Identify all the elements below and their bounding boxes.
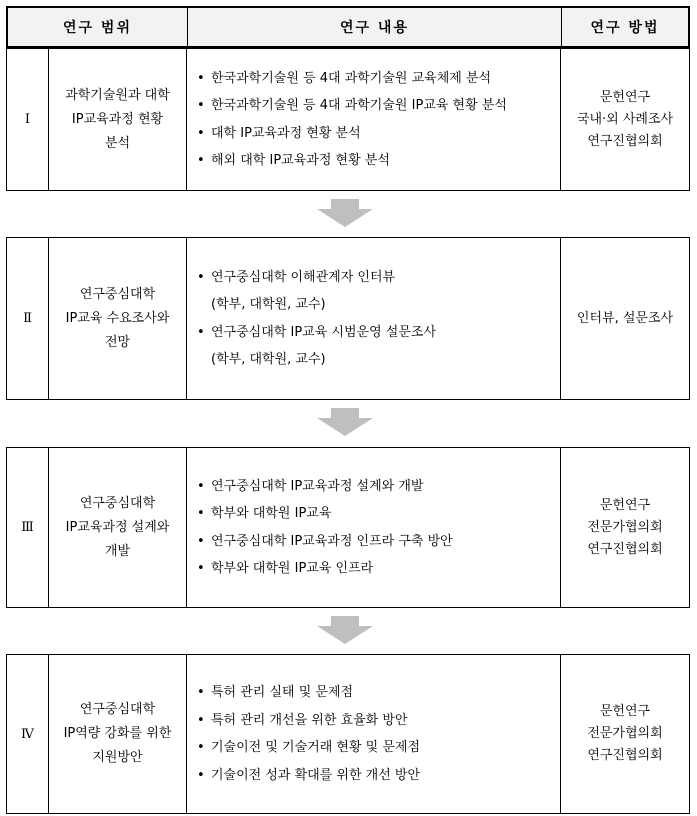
list-item: • 특허 관리 실태 및 문제점 <box>197 679 420 707</box>
list-item: • 학부와 대학원 IP교육 <box>197 500 453 528</box>
section-number: Ⅲ <box>7 448 49 607</box>
list-item: • 연구중심대학 이해관계자 인터뷰 <box>197 264 436 292</box>
list-item: • 한국과학기술원 등 4대 과학기술원 교육체제 분석 <box>197 65 507 93</box>
list-item-note: (학부, 대학원, 교수) <box>211 297 326 312</box>
list-item: • 기술이전 및 기술거래 현황 및 문제점 <box>197 734 420 762</box>
section-content <box>187 655 561 813</box>
header-method: 연구 방법 <box>562 8 688 46</box>
section-scope: 연구중심대학 IP역량 강화를 위한 지원방안 <box>49 655 187 813</box>
section-method: 문헌연구 전문가협의회 연구진협의회 <box>587 497 663 557</box>
list-item: • 기술이전 성과 확대를 위한 개선 방안 <box>197 762 420 790</box>
section-method: 문헌연구 국내·외 사례조사 연구진협의회 <box>576 89 674 149</box>
list-item: • 대학 IP교육과정 현황 분석 <box>197 120 507 148</box>
section-scope: 과학기술원과 대학 IP교육과정 현황 분석 <box>49 49 187 190</box>
section-content <box>187 448 561 607</box>
section-1 <box>6 48 690 191</box>
list-item: • 연구중심대학 IP교육과정 설계와 개발 <box>197 473 453 501</box>
list-item: • 학부와 대학원 IP교육 인프라 <box>197 555 453 583</box>
section-method: 인터뷰, 설문조사 <box>576 310 674 326</box>
table-header <box>6 6 690 48</box>
section-scope: 연구중심대학 IP교육과정 설계와 개발 <box>49 448 187 607</box>
section-content <box>187 238 561 399</box>
section-number: Ⅱ <box>7 238 49 399</box>
section-number: Ⅳ <box>7 655 49 813</box>
section-scope: 연구중심대학 IP교육 수요조사와 전망 <box>49 238 187 399</box>
section-4 <box>6 654 690 814</box>
section-number: Ⅰ <box>7 49 49 190</box>
section-content <box>187 49 561 190</box>
section-3 <box>6 447 690 608</box>
header-content: 연구 내용 <box>188 8 562 46</box>
list-item-note: (학부, 대학원, 교수) <box>211 352 326 367</box>
list-item: • 특허 관리 개선을 위한 효율화 방안 <box>197 707 420 735</box>
list-item: • 연구중심대학 IP교육 시범운영 설문조사 <box>197 319 436 347</box>
section-2 <box>6 237 690 400</box>
list-item: • 해외 대학 IP교육과정 현황 분석 <box>197 147 507 175</box>
section-method: 문헌연구 전문가협의회 연구진협의회 <box>587 704 663 763</box>
header-scope: 연구 범위 <box>8 8 188 46</box>
list-item: • 연구중심대학 IP교육과정 인프라 구축 방안 <box>197 528 453 556</box>
list-item: • 한국과학기술원 등 4대 과학기술원 IP교육 현황 분석 <box>197 92 507 120</box>
